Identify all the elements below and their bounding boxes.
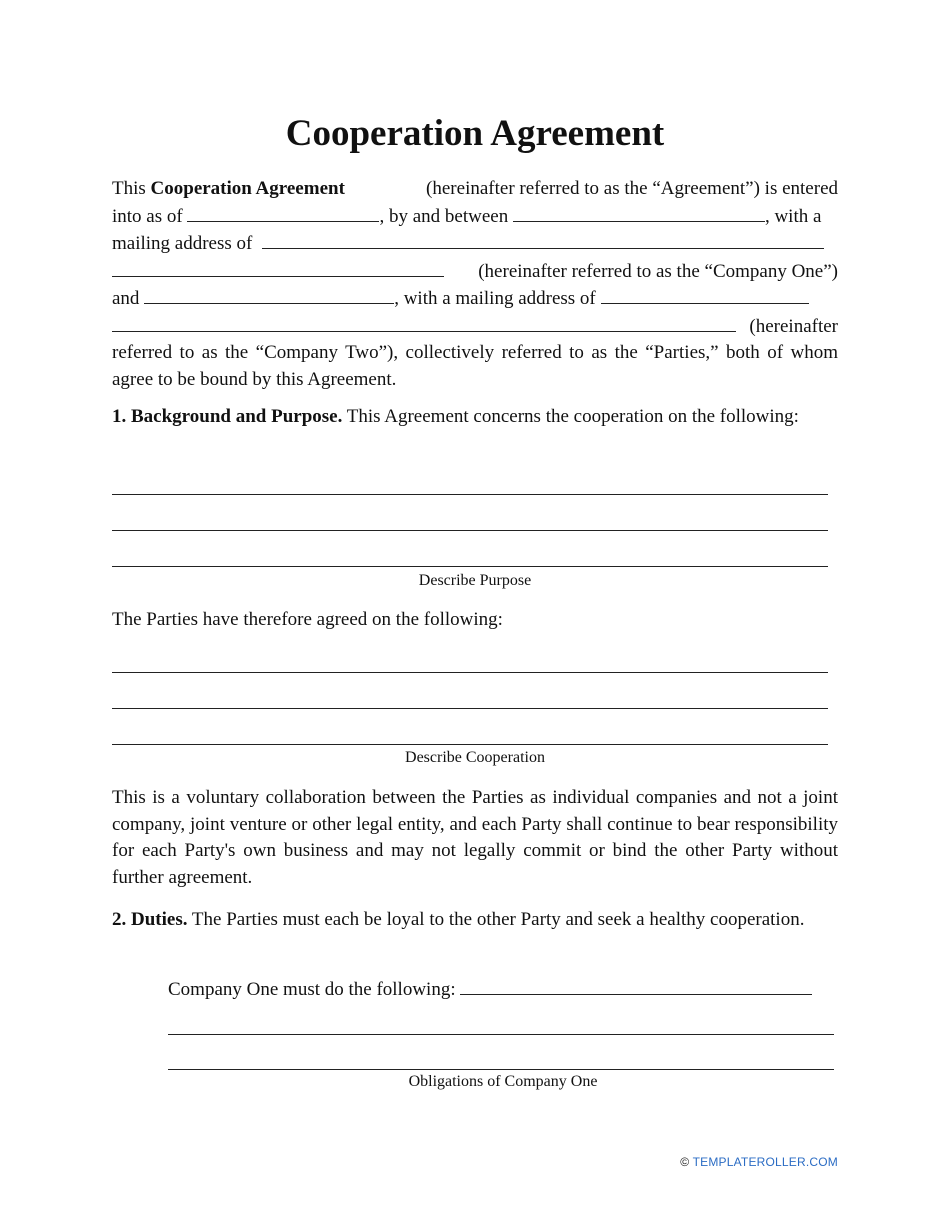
date-blank[interactable] bbox=[187, 203, 379, 222]
cooperation-caption: Describe Cooperation bbox=[405, 749, 545, 766]
company-two-address-blank[interactable] bbox=[601, 285, 809, 304]
company-one-obligations-blank[interactable] bbox=[460, 976, 812, 995]
section-1-heading: 1. Background and Purpose. bbox=[112, 406, 343, 427]
cooperation-line-1[interactable] bbox=[112, 672, 828, 673]
obligations-caption: Obligations of Company One bbox=[408, 1073, 598, 1090]
cooperation-line-2[interactable] bbox=[112, 708, 828, 709]
section-2-text: The Parties must each be loyal to the other Party and seek a healthy cooperation. bbox=[191, 909, 805, 930]
company-one-label: Company One must do the following: bbox=[168, 979, 456, 1000]
intro-line-rest: referred to as the “Company Two”), collectively referred to as the “Parties,” both of whom agree to be bound by this Agreement. bbox=[112, 342, 838, 390]
purpose-line-2[interactable] bbox=[112, 530, 828, 531]
company-one-address-blank[interactable] bbox=[262, 230, 824, 249]
copyright-icon: © bbox=[680, 1155, 690, 1169]
intro-line-1: This Cooperation Agreement (hereinafter referred to as the “Agreement”) is entered bbox=[112, 178, 838, 199]
company-two-address-blank-2[interactable] bbox=[112, 313, 736, 332]
obligations-line-2[interactable] bbox=[168, 1069, 834, 1070]
company-one-address-blank-2[interactable] bbox=[112, 258, 444, 277]
intro-line-6: (hereinafter bbox=[112, 313, 838, 341]
section-1-text: This Agreement concerns the cooperation on the following: bbox=[346, 406, 799, 427]
company-two-name-blank[interactable] bbox=[144, 285, 394, 304]
purpose-line-1[interactable] bbox=[112, 494, 828, 495]
cooperation-line-3[interactable] bbox=[112, 744, 828, 745]
agreement-name: Cooperation Agreement bbox=[150, 178, 345, 199]
purpose-caption: Describe Purpose bbox=[418, 572, 532, 589]
intro-line-2: into as of , by and between , with a bbox=[112, 203, 838, 231]
intro-line-5: and , with a mailing address of bbox=[112, 285, 838, 313]
section-2-paragraph bbox=[112, 907, 838, 934]
brand-link[interactable]: TEMPLATEROLLER.COM bbox=[692, 1155, 838, 1169]
footer-brand[interactable] bbox=[680, 1155, 838, 1169]
voluntary-paragraph: This is a voluntary collaboration between the Parties as individual companies and not a joint company, joint venture or other legal entity, and each Party shall continue to bear responsibility for each Party's own business and may not legally commit or bind the other Party without further agreement. bbox=[112, 787, 838, 888]
company-one-name-blank[interactable] bbox=[513, 203, 765, 222]
document-title: Cooperation Agreement bbox=[285, 113, 665, 154]
section-2-heading: 2. Duties. bbox=[112, 909, 188, 930]
agreed-text: The Parties have therefore agreed on the following: bbox=[112, 609, 503, 630]
company-one-obligations-row bbox=[168, 976, 834, 1001]
intro-line-3: mailing address of bbox=[112, 230, 838, 258]
intro-paragraph bbox=[112, 176, 838, 393]
intro-line-4: (hereinafter referred to as the “Company One”) bbox=[112, 258, 838, 286]
obligations-line-1[interactable] bbox=[168, 1034, 834, 1035]
section-1-paragraph bbox=[112, 404, 838, 431]
purpose-line-3[interactable] bbox=[112, 566, 828, 567]
